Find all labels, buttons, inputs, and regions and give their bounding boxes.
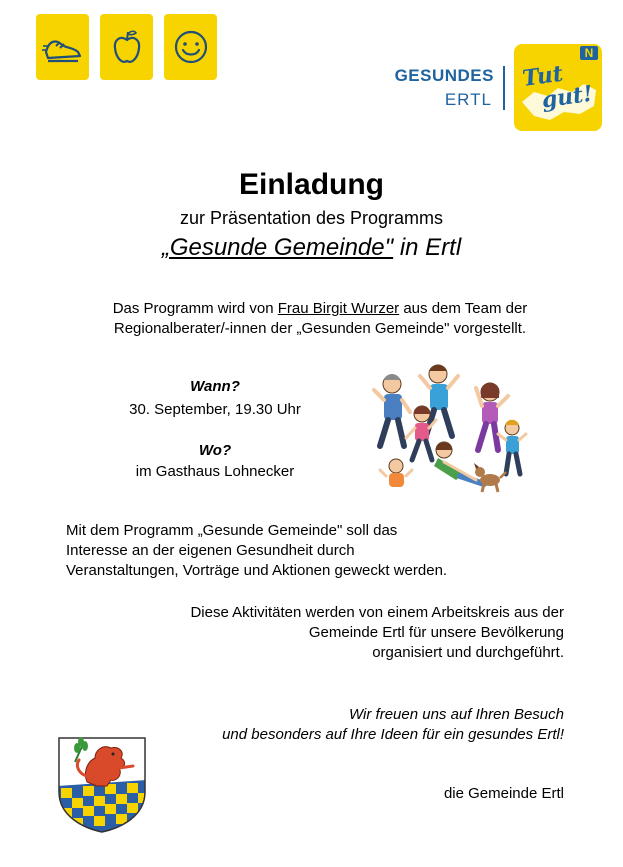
- program-paragraph: [66, 521, 556, 581]
- intro-part-2: aus dem Team der: [399, 300, 528, 317]
- intro-paragraph: [40, 299, 600, 339]
- program-place: in Ertl: [393, 234, 462, 261]
- program-name: „Gesunde Gemeinde": [161, 234, 394, 261]
- tile-smiley: [164, 14, 217, 80]
- where-label: Wo?: [198, 442, 232, 459]
- tut-line-2: gut!: [540, 80, 595, 114]
- when-label: Wann?: [190, 378, 240, 395]
- closing-line: und besonders auf Ihre Ideen für ein gesundes Ertl!: [222, 726, 564, 743]
- activities-paragraph-line: Gemeinde Ertl für unsere Bevölkerung: [308, 624, 564, 641]
- activities-paragraph-line: Diese Aktivitäten werden von einem Arbeitskreis aus der: [190, 604, 564, 621]
- signature: die Gemeinde Ertl: [443, 785, 564, 802]
- smiley-icon: [170, 26, 212, 68]
- tut-gut-logo: [514, 44, 602, 131]
- brand-line-1: GESUNDES: [394, 66, 494, 85]
- program-paragraph-line: Interesse an der eigenen Gesundheit durch: [66, 542, 355, 559]
- intro-part-1: Das Programm wird von: [112, 300, 278, 317]
- apple-icon: [106, 26, 148, 68]
- program-paragraph-line: Veranstaltungen, Vorträge und Aktionen geweckt werden.: [66, 562, 448, 579]
- tile-running-shoe: [36, 14, 89, 80]
- family-exercise-illustration: [372, 362, 532, 494]
- tut-line-1: Tut: [520, 60, 565, 93]
- tile-apple: [100, 14, 153, 80]
- intro-line-2: Regionalberater/-innen der „Gesunden Gemeinde" vorgestellt.: [113, 320, 527, 337]
- program-paragraph-line: Mit dem Programm „Gesunde Gemeinde" soll das: [66, 522, 398, 539]
- brand-line-2: ERTL: [444, 90, 492, 109]
- badge-letter: N: [584, 46, 594, 60]
- brand-separator: [503, 66, 505, 110]
- ertl-coat-of-arms: [57, 736, 147, 834]
- running-shoe-icon: [42, 26, 84, 68]
- activities-paragraph-line: organisiert und durchgeführt.: [372, 644, 564, 661]
- when-value: 30. September, 19.30 Uhr: [129, 401, 301, 418]
- presenter-name: Frau Birgit Wurzer: [277, 300, 400, 317]
- activities-paragraph: [60, 603, 564, 663]
- program-heading: [0, 234, 623, 262]
- page-title: Einladung: [239, 168, 384, 201]
- closing-text: [100, 705, 564, 745]
- page-subtitle: zur Präsentation des Programms: [179, 208, 444, 228]
- closing-line: Wir freuen uns auf Ihren Besuch: [349, 706, 564, 723]
- tut-gut-text: [521, 57, 599, 115]
- where-value: im Gasthaus Lohnecker: [135, 463, 295, 480]
